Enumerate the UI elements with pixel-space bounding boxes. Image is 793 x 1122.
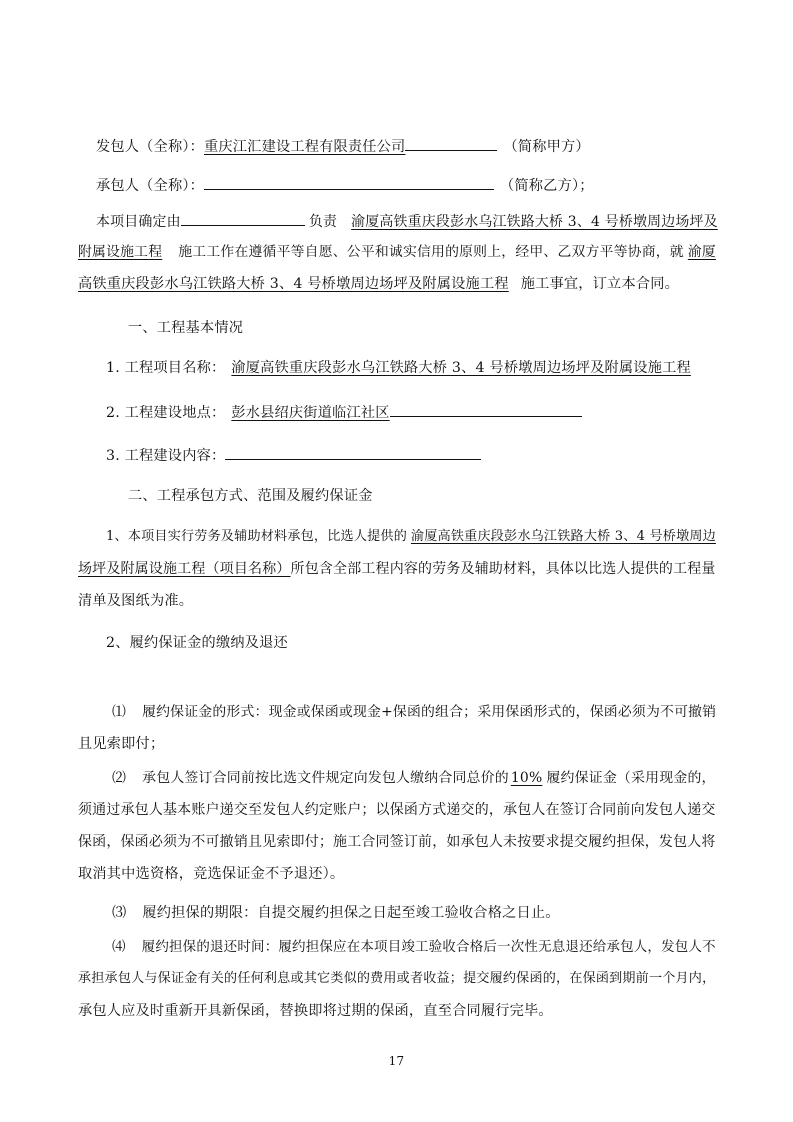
item-2-blank [390,401,582,417]
party-b-line [96,174,594,196]
party-a-blank [405,135,497,151]
item-label: 2. 工程建设地点： [106,405,226,421]
item-3 [106,444,481,466]
project-name: 高铁重庆段彭水乌江铁路大桥 3、4 号桥墩周边场坪及附属设施工程 [78,276,509,292]
intro-text: 施工事宜，订立本合同。 [520,276,679,292]
clause-text: 履约保证金的形式：现金或保函或现金+保函的组合；采用保函形式的，保函必须为不可撤销 [142,704,717,720]
clause-1-line-1 [112,702,716,722]
party-b-blank [204,174,494,190]
clause-4-line-1 [112,937,716,957]
item-label: 3. 工程建设内容： [106,448,226,464]
section-2-p1-line-3: 清单及图纸为准。 [78,593,194,609]
section-2-p1-line-1 [106,527,716,547]
intro-line-2 [78,242,716,262]
item-3-blank [225,444,481,460]
clause-text: 履约担保的退还时间：履约担保应在本项目竣工验收合格后一次性无息退还给承包人，发包人不 [141,939,716,955]
intro-text: 施工工作在遵循平等自愿、公平和诚实信用的原则上，经甲、乙双方平等协商，就 [178,244,684,260]
item-value: 彭水县绍庆街道临江社区 [231,405,390,421]
project-name: 渝厦高铁重庆段彭水乌江铁路大桥 3、4 号桥墩周边场坪及 [351,214,718,230]
clause-text: 承包人签订合同前按比选文件规定向发包人缴纳合同总价的 [142,770,509,786]
intro-text: 负责 [308,214,338,230]
project-name: 渝厦高铁重庆段彭水乌江铁路大桥 3、4 号桥墩周边 [411,529,716,544]
project-name: 附属设施工程 [78,244,163,260]
clause-number: ⑶ [112,905,127,921]
clause-4-line-2: 承担承包人与保证金有关的任何利息或其它类似的费用或者收益；提交履约保函的，在保函到期前一个月内， [78,971,716,986]
clause-number: ⑴ [112,704,127,720]
section-1-title: 一、工程基本情况 [128,320,244,336]
clause-number: ⑵ [112,770,127,786]
contractor-blank [181,210,305,226]
party-b-label: 承包人（全称）： [96,178,205,194]
section-2-title: 二、工程承包方式、范围及履约保证金 [128,488,373,504]
para-text: 1、本项目实行劳务及辅助材料承包，比选人提供的 [106,529,407,544]
party-b-abbr: （简称乙方）； [500,178,594,194]
clause-2-line-3: 保函，保函必须为不可撤销且见索即付；施工合同签订前，如承包人未按要求提交履约担保，发包人将 [78,834,716,850]
section-2-p2-title: 2、履约保证金的缴纳及退还 [106,635,288,651]
item-1 [106,358,691,378]
clause-text: 履约保证金（采用现金的， [546,770,716,786]
section-2-p1-line-2 [78,559,716,579]
project-name: 渝厦 [687,244,716,260]
clause-2-line-2: 须通过承包人基本账户递交至发包人约定账户；以保函方式递交的，承包人在签订合同前向发包人递交 [78,802,716,818]
intro-line-1 [96,210,718,232]
item-label: 1. 工程项目名称： [106,360,226,376]
party-a-line [96,135,590,157]
clause-text: 履约担保的期限：自提交履约担保之日起至竣工验收合格之日止。 [142,905,560,921]
intro-line-3 [78,274,679,294]
clause-4-line-3: 承包人应及时重新开具新保函，替换即将过期的保函，直至合同履行完毕。 [78,1003,553,1019]
para-text: 所包含全部工程内容的劳务及辅助材料，具体以比选人提供的工程量 [290,561,716,577]
intro-text: 本项目确定由 [96,214,181,230]
party-a-abbr: （简称甲方） [503,139,590,155]
clause-3-line-1 [112,903,560,923]
item-value: 渝厦高铁重庆段彭水乌江铁路大桥 3、4 号桥墩周边场坪及附属设施工程 [231,360,691,376]
clause-1-line-2: 且见索即付； [78,736,165,752]
clause-2-line-1 [112,768,716,788]
clause-2-line-4: 取消其中选资格，竞选保证金不予退还）。 [78,866,345,882]
project-name: 场坪及附属设施工程（项目名称） [78,561,291,577]
party-a-name: 重庆江汇建设工程有限责任公司 [204,139,406,155]
item-2 [106,401,582,423]
clause-number: ⑷ [112,939,126,955]
page-number: 17 [388,1054,405,1068]
percentage: 10% [510,770,543,786]
party-a-label: 发包人（全称）： [96,139,205,155]
